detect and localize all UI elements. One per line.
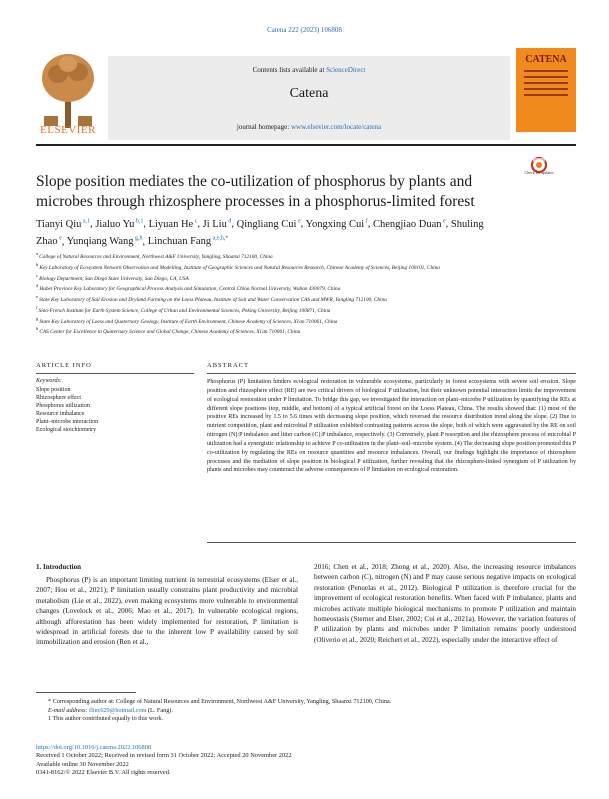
author-affiliation-marker[interactable]: b,1	[134, 218, 144, 224]
affiliation-marker: g	[36, 315, 40, 321]
homepage-prefix: journal homepage:	[236, 123, 290, 131]
affiliation-list	[36, 250, 576, 336]
homepage-link[interactable]: www.elsevier.com/locate/catena	[290, 123, 382, 131]
cover-title: CATENA	[525, 54, 567, 65]
cover-line	[524, 70, 568, 72]
affiliation-marker: b	[36, 261, 40, 267]
author-affiliation-marker[interactable]: a,1	[81, 218, 91, 224]
author-name[interactable]: Jialuo Yu $^{b,1}$	[95, 218, 144, 230]
abstract-rule	[207, 373, 576, 374]
copyright-line: 0341-8162/© 2022 Elsevier B.V. All rights reserved.	[36, 769, 171, 777]
abstract-heading: ABSTRACT	[207, 362, 249, 369]
affiliation-item: $^d$ Hubei Province Key Laboratory for Geographical Process Analysis and Simulation, Central China Normal University, Wuhan 430079, China	[36, 283, 341, 293]
affiliation-item: $^h$ CAS Center for Excellence in Quaternary Science and Global Change, Chinese Academy of Sciences, Xi'an 710061, China	[36, 326, 301, 336]
author-name[interactable]: Chengjiao Duan $^e$	[372, 218, 446, 230]
affiliation-item: $^g$ State Key Laboratory of Loess and Quaternary Geology, Institute of Earth Environment, Chinese Academy of Sciences, Xi'an 710061, China	[36, 315, 338, 325]
keyword-item: Plant–microbe interaction	[36, 419, 99, 425]
journal-name: Catena	[289, 86, 329, 101]
article-info-heading: ARTICLE INFO	[36, 362, 92, 369]
affiliation-marker: h	[36, 326, 40, 332]
author-name[interactable]: Yongxing Cui $^f$	[305, 218, 368, 230]
author-name[interactable]: Tianyi Qiu $^{a,1}$	[36, 218, 91, 230]
affiliation-item: $^f$ Sino-French Institute for Earth System Science, College of Urban and Environmental Sciences, Peking University, Beijing 100871, China	[36, 304, 331, 314]
author-name[interactable]: Qingliang Cui $^e$	[236, 218, 301, 230]
introduction-right-column: 2016; Chen et al., 2018; Zhong et al., 2020). Also, the increasing resource imbalances between carbon (C), nitrogen (N) and P may cause serious negative impacts on ecological restoration (Penuelas et al., 2012). Biological P utilization is therefore crucial for the improvement of ecological restoration benefits. When faced with P imbalance, plants and microbes activate multiple biological mechanisms to promote P utilization and maintain homeostasis (Sterner and Elser, 2002; Cui et al., 2021a). However, the variation features of P utilization by plants and microbes under P limitation remains poorly understood (Oliverio et al., 2020; Reichert et al., 2022), especially under the interactive effect of	[314, 563, 576, 644]
author-name[interactable]: Linchuan Fang $^{a,e,h,*}$	[147, 235, 229, 247]
footnote-rule	[36, 692, 136, 693]
available-online-date: Available online 30 November 2022	[36, 760, 129, 768]
journal-reference[interactable]: Catena 222 (2023) 106808	[267, 26, 342, 34]
check-for-updates-label: Check for updates	[524, 170, 554, 175]
sciencedirect-link[interactable]: ScienceDirect	[326, 66, 366, 74]
author-affiliation-marker[interactable]: f	[364, 218, 368, 224]
author-list: Tianyi Qiu $^{a,1}$, Jialuo Yu $^{b,1}$, Liyuan He $^c$, Ji Liu $^d$, Qingliang Cui $^e$, Yongxing Cui $^f$, Chengjiao Duan $^e$, Shuling Zhao $^e$, Yunqiang Wang $^{g,h}$, Linchuan Fang $^{a,e,h,*}$	[36, 218, 484, 247]
author-affiliation-marker[interactable]: e	[441, 218, 446, 224]
contents-line	[108, 66, 510, 74]
affiliation-marker: c	[36, 272, 40, 278]
cover-line	[524, 82, 568, 84]
publication-info	[36, 744, 576, 778]
email-suffix: (L. Fang).	[148, 706, 173, 714]
cover-line	[524, 94, 568, 96]
author-name[interactable]: Yunqiang Wang $^{g,h}$	[66, 235, 143, 247]
author-affiliation-marker[interactable]: a,e,h,*	[211, 235, 229, 242]
keyword-item: Ecological stoichiometry	[36, 427, 97, 433]
publisher-name: ELSEVIER	[40, 124, 96, 136]
keywords-label: Keywords:	[36, 378, 62, 384]
author-name[interactable]: Liyuan He $^c$	[148, 218, 198, 230]
journal-cover-image[interactable]	[516, 48, 576, 132]
affiliation-marker: d	[36, 283, 40, 289]
author-affiliation-marker[interactable]: e	[57, 235, 62, 242]
homepage-line	[108, 123, 510, 131]
affiliation-marker: a	[36, 251, 40, 256]
keyword-list	[36, 386, 196, 434]
footnotes	[36, 698, 576, 724]
author-name[interactable]: Ji Liu $^d$	[202, 218, 232, 230]
email-label: E-mail address:	[48, 706, 88, 714]
author-affiliation-marker[interactable]: c	[193, 218, 198, 224]
corresponding-author-note: * Corresponding author at: College of Natural Resources and Environment, Northwest A&F University, Yangling, Shaanxi 712100, China.	[48, 698, 392, 705]
author-affiliation-marker[interactable]: g,h	[133, 235, 143, 242]
author-name[interactable]: Shuling Zhao $^e$	[36, 218, 484, 247]
header-rule	[36, 144, 576, 146]
email-note	[36, 707, 576, 716]
contents-prefix: Contents lists available at	[252, 66, 325, 74]
keyword-item: Phosphorus utilization	[36, 403, 90, 409]
equal-contribution-note: 1 This author contributed equally to this work.	[48, 715, 164, 722]
affiliation-item: $^b$ Key Laboratory of Ecosystem Network Observation and Modelling, Institute of Geographic Sciences and Natural Resources Research, Chinese Academy of Sciences, Beijing 100101, China	[36, 261, 440, 271]
author-affiliation-marker[interactable]: e	[296, 218, 301, 224]
affiliation-item: $^c$ Biology Department, San Diego State University, San Diego, CA, USA	[36, 272, 189, 282]
abstract-text: Phosphorus (P) limitation hinders ecological restoration in vulnerable ecosystems, particularly in forest ecosystems with severe soil erosion. Slope position and rhizosphere effect (RE) are two critical drivers of biological P utilization, but their unknown potential interaction limits the improvement of ecological restoration under P limitation. To bridge this gap, we investigated the interaction on plant–microbe P utilization by quantifying the REs at different slope positions (top, middle, and bottom) of a typical artificial forest on the Loess Plateau, China. The results showed that: (1) most of the positive REs increased by 1.5 to 5.6 times with decreasing slope position, which reversed the resource distribution trend along the slope. (2) Due to nutrient competition, plant and microbial P utilization exhibited contrasting patterns across the slope, both of which were aggravated by the RE on soil nitrogen (N):P imbalance and litter carbon (C):P imbalance, respectively. (3) Conversely, plant P resorption and the rhizosphere process of microbial P utilization had a synergistic relationship to achieve P co-utilization in the plant–soil–microbe system. (4) The decreasing slope position promoted this P co-utilization by regulating the REs on resource quantities and resource imbalances. Overall, our findings highlight the importance of rhizosphere processes and the mediation of slope position in biological P utilization, further revealing that the rhizosphere-linked synergism of P utilization by plants and microbes may counteract the adverse consequences of P limitation on ecological restoration.	[207, 379, 576, 474]
keyword-item: Resource imbalance	[36, 411, 85, 417]
introduction-heading: 1. Introduction	[36, 563, 81, 571]
article-info-rule	[36, 373, 194, 374]
doi-link[interactable]: https://doi.org/10.1016/j.catena.2022.106808	[36, 744, 152, 751]
keyword-item: Slope position	[36, 387, 71, 393]
article-title: Slope position mediates the co-utilization of phosphorus by plants and microbes through rhizosphere processes in a phosphorus-limited forest	[36, 173, 475, 210]
author-affiliation-marker[interactable]: d	[226, 218, 232, 224]
cover-line	[524, 76, 568, 78]
abstract-end-rule	[207, 542, 576, 543]
email-link[interactable]: flinc629@hotmail.com	[89, 706, 147, 714]
affiliation-item: $^e$ State Key Laboratory of Soil Erosion and Dryland Farming on the Loess Plateau, Institute of Soil and Water Conservation CAS and MWR, Yangling 712100, China	[36, 294, 387, 303]
affiliation-marker: e	[36, 294, 40, 300]
affiliation-item: $^a$ College of Natural Resources and Environment, Northwest A&F University, Yangling, Shaanxi 712100, China	[36, 251, 273, 260]
affiliation-marker: f	[36, 304, 39, 310]
introduction-left-column: Phosphorus (P) is an important limiting nutrient in terrestrial ecosystems (Elser et al., 2007; Hou et al., 2021); P limitation usually constrains plant productivity and microbial metabolism (Lie et al., 2022), even making ecosystems more vulnerable to environmental changes (Lovelock et al., 2006; Mao et al., 2017). In vulnerable ecological regions, although afforestation has been widely implemented for restoration, P limitation is widespread in artificial forests due to the inherent low P availability caused by soil immobilization and erosion (Ren et al.,	[36, 576, 298, 647]
received-dates: Received 1 October 2022; Received in revised form 31 October 2022; Accepted 20 November 2022	[36, 752, 292, 760]
cover-line	[524, 88, 568, 90]
keyword-item: Rhizosphere effect	[36, 395, 82, 401]
